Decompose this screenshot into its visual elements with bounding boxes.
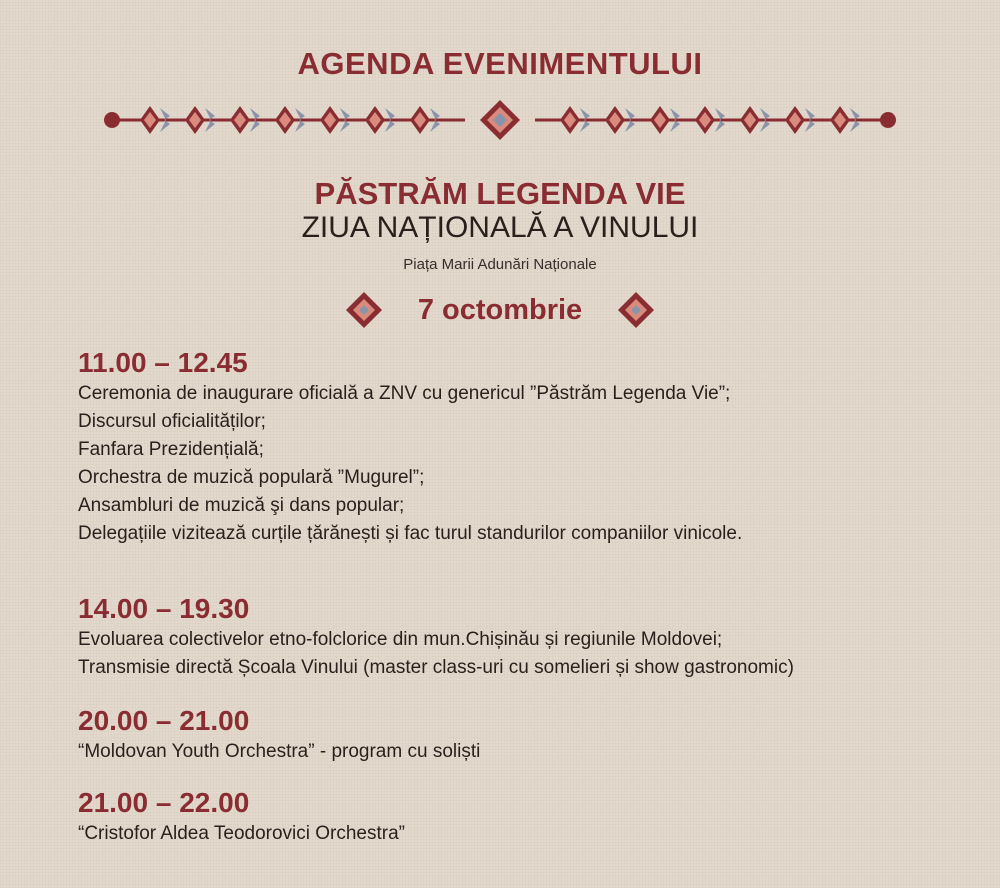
- session-item: Evoluarea colectivelor etno-folclorice din mun.Chișinău și regiunile Moldovei;: [78, 629, 723, 650]
- schedule-session: [78, 704, 978, 766]
- schedule-session: [78, 786, 978, 848]
- date-row: [0, 288, 1000, 332]
- session-item: Ansambluri de muzică şi dans popular;: [78, 495, 405, 516]
- schedule-session: [78, 346, 978, 548]
- session-item: Orchestra de muzică populară ”Mugurel”;: [78, 467, 425, 488]
- event-date: 7 octombrie: [417, 293, 583, 326]
- event-subtitle: ZIUA NAȚIONALĂ A VINULUI: [301, 211, 699, 244]
- session-item: “Cristofor Aldea Teodorovici Orchestra”: [78, 823, 405, 844]
- session-item: Discursul oficialităților;: [78, 411, 266, 432]
- diamond-ornament-icon: [344, 290, 384, 330]
- session-time: 14.00 – 19.30: [78, 593, 250, 624]
- session-time: 20.00 – 21.00: [78, 705, 250, 736]
- session-item: Fanfara Prezidențială;: [78, 439, 264, 460]
- schedule-session: [78, 592, 978, 682]
- page-title: AGENDA EVENIMENTULUI: [297, 46, 703, 81]
- session-item: Ceremonia de inaugurare oficială a ZNV cu genericul ”Păstrăm Legenda Vie”;: [78, 383, 731, 404]
- diamond-ornament-icon: [616, 290, 656, 330]
- session-item: “Moldovan Youth Orchestra” - program cu soliști: [78, 741, 481, 762]
- embroidery-border-icon: [100, 96, 900, 144]
- session-item: Transmisie directă Școala Vinului (master class-uri cu somelieri și show gastronomic): [78, 657, 794, 678]
- session-item: Delegațiile vizitează curțile țărănești și fac turul standurilor companiilor vinicole.: [78, 523, 743, 544]
- session-time: 21.00 – 22.00: [78, 787, 250, 818]
- session-time: 11.00 – 12.45: [78, 347, 248, 378]
- event-title: PĂSTRĂM LEGENDA VIE: [314, 176, 686, 211]
- event-location: Piața Marii Adunări Naționale: [403, 256, 597, 273]
